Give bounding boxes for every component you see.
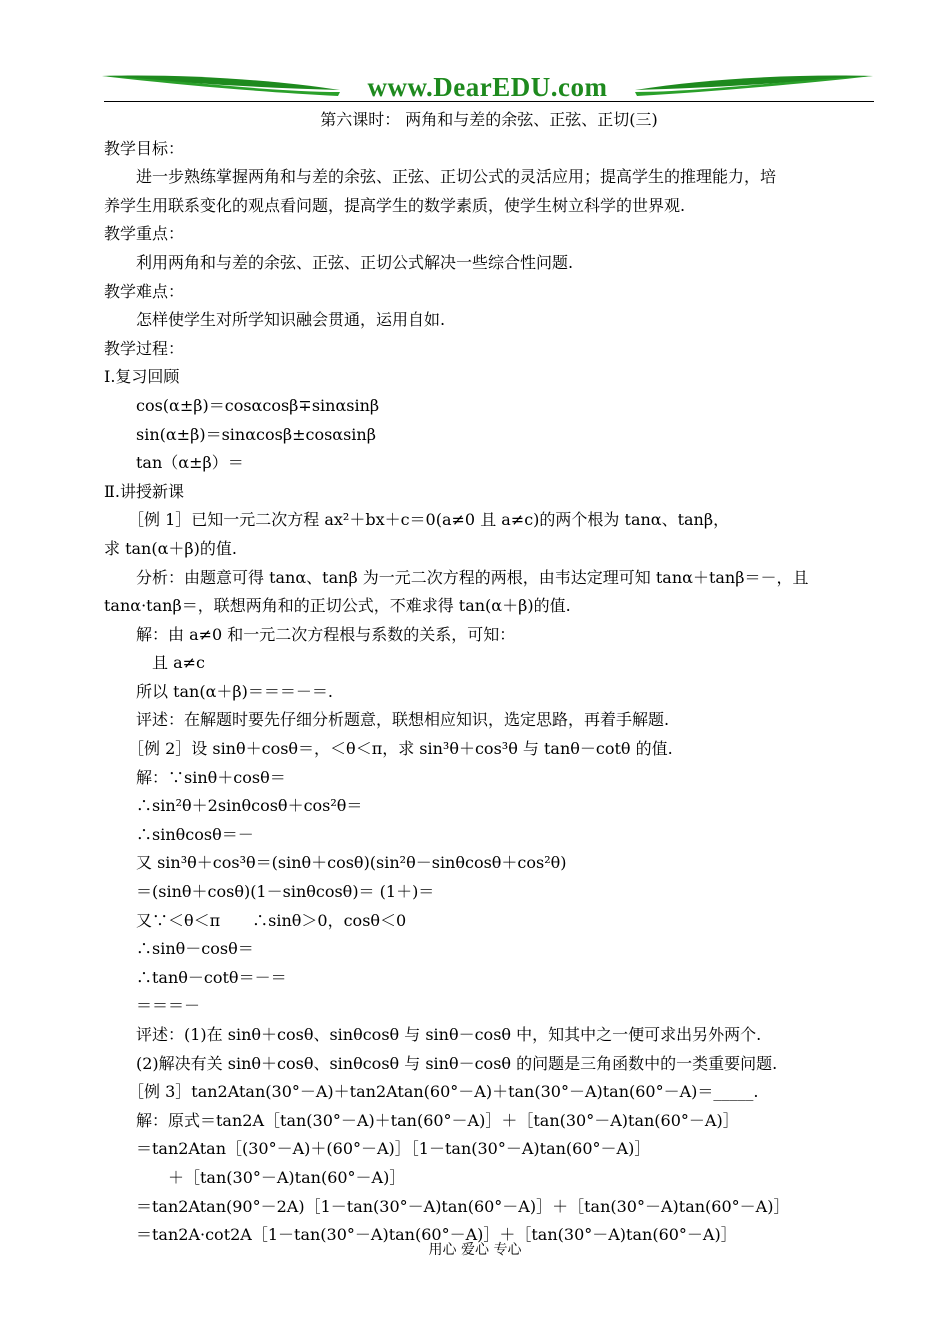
text-line: ［例 3］tan2Atan(30°－A)＋tan2Atan(60°－A)＋tan(30°－A)tan(60°－A)＝_____. <box>104 1082 759 1102</box>
text-line: ＝tan2A·cot2A［1－tan(30°－A)tan(60°－A)］＋［tan(30°－A)tan(60°－A)］ <box>104 1225 737 1245</box>
text-line: 教学目标： <box>104 138 185 158</box>
text-line: Ⅰ.复习回顾 <box>104 367 180 387</box>
text-line: 教学过程： <box>104 338 185 358</box>
text-line: 求 tan(α＋β)的值. <box>104 538 237 558</box>
text-line: 分析：由题意可得 tanα、tanβ 为一元二次方程的两根，由韦达定理可知 tanα＋tanβ＝－，且 <box>104 567 809 587</box>
text-line: cos(α±β)＝cosαcosβ∓sinαsinβ <box>104 395 380 415</box>
text-line: ＝(sinθ＋cosθ)(1－sinθcosθ)＝ (1＋)＝ <box>104 882 435 902</box>
text-line: (2)解决有关 sinθ＋cosθ、sinθcosθ 与 sinθ－cosθ 的问题是三角函数中的一类重要问题. <box>104 1053 778 1073</box>
text-line: ［例 1］已知一元二次方程 ax²＋bx＋c＝0(a≠0 且 a≠c)的两个根为 tanα、tanβ， <box>104 510 730 530</box>
text-line: 又∵＜θ＜π ∴sinθ＞0，cosθ＜0 <box>104 910 407 930</box>
text-line: 教学难点： <box>104 281 185 301</box>
text-line: ∴sinθ－cosθ＝ <box>104 939 254 959</box>
text-line: ∴tanθ－cotθ＝－＝ <box>104 967 287 987</box>
text-line: ∴sin²θ＋2sinθcosθ＋cos²θ＝ <box>104 796 363 816</box>
text-line: 教学重点： <box>104 224 185 244</box>
header-rule <box>104 101 874 102</box>
lesson-title: 第六课时： 两角和与差的余弦、正弦、正切(三) <box>320 110 658 129</box>
text-line: 解：由 a≠0 和一元二次方程根与系数的关系，可知： <box>104 624 516 644</box>
text-line: 评述：(1)在 sinθ＋cosθ、sinθcosθ 与 sinθ－cosθ 中，知其中之一便可求出另外两个. <box>104 1025 762 1044</box>
text-line: ＝tan2Atan［(30°－A)＋(60°－A)］［1－tan(30°－A)tan(60°－A)］ <box>104 1139 651 1159</box>
text-line: 进一步熟练掌握两角和与差的余弦、正弦、正切公式的灵活应用；提高学生的推理能力，培 <box>104 167 777 187</box>
text-line: tanα·tanβ＝，联想两角和的正切公式，不难求得 tan(α＋β)的值. <box>104 596 571 616</box>
text-line: 解：原式＝tan2A［tan(30°－A)＋tan(60°－A)］＋［tan(30°－A)tan(60°－A)］ <box>104 1110 739 1130</box>
text-line: ［例 2］设 sinθ＋cosθ＝，＜θ＜π，求 sin³θ＋cos³θ 与 tanθ－cotθ 的值. <box>104 739 673 759</box>
text-line: 解：∵sinθ＋cosθ＝ <box>104 767 286 787</box>
text-line: ∴sinθcosθ＝－ <box>104 824 254 844</box>
text-line: 且 a≠c <box>104 653 205 673</box>
site-logo-text: www.DearEDU.com <box>367 72 608 102</box>
text-line: sin(α±β)＝sinαcosβ±cosαsinβ <box>104 424 376 444</box>
document-body <box>104 106 874 1250</box>
text-line: 利用两角和与差的余弦、正弦、正切公式解决一些综合性问题. <box>104 252 574 272</box>
page-footer: 用心 爱心 专心 <box>428 1242 522 1258</box>
text-line: 所以 tan(α＋β)＝＝＝－＝. <box>104 681 333 701</box>
text-line: 又 sin³θ＋cos³θ＝(sinθ＋cosθ)(sin²θ－sinθcosθ＋cos²θ) <box>104 853 567 873</box>
site-header-banner <box>100 70 875 104</box>
text-line: ＝tan2Atan(90°－2A)［1－tan(30°－A)tan(60°－A)］＋［tan(30°－A)tan(60°－A)］ <box>104 1196 790 1216</box>
document-lines <box>104 135 874 1250</box>
text-line: ＝＝＝－ <box>104 996 201 1016</box>
text-line: tan（α±β）＝ <box>104 453 244 473</box>
text-line: 怎样使学生对所学知识融会贯通，运用自如. <box>104 310 446 330</box>
text-line: 养学生用联系变化的观点看问题，提高学生的数学素质，使学生树立科学的世界观. <box>104 195 686 215</box>
text-line: 评述：在解题时要先仔细分析题意，联想相应知识，选定思路，再着手解题. <box>104 710 670 730</box>
text-line: Ⅱ.讲授新课 <box>104 481 184 501</box>
text-line: ＋［tan(30°－A)tan(60°－A)］ <box>104 1167 406 1187</box>
